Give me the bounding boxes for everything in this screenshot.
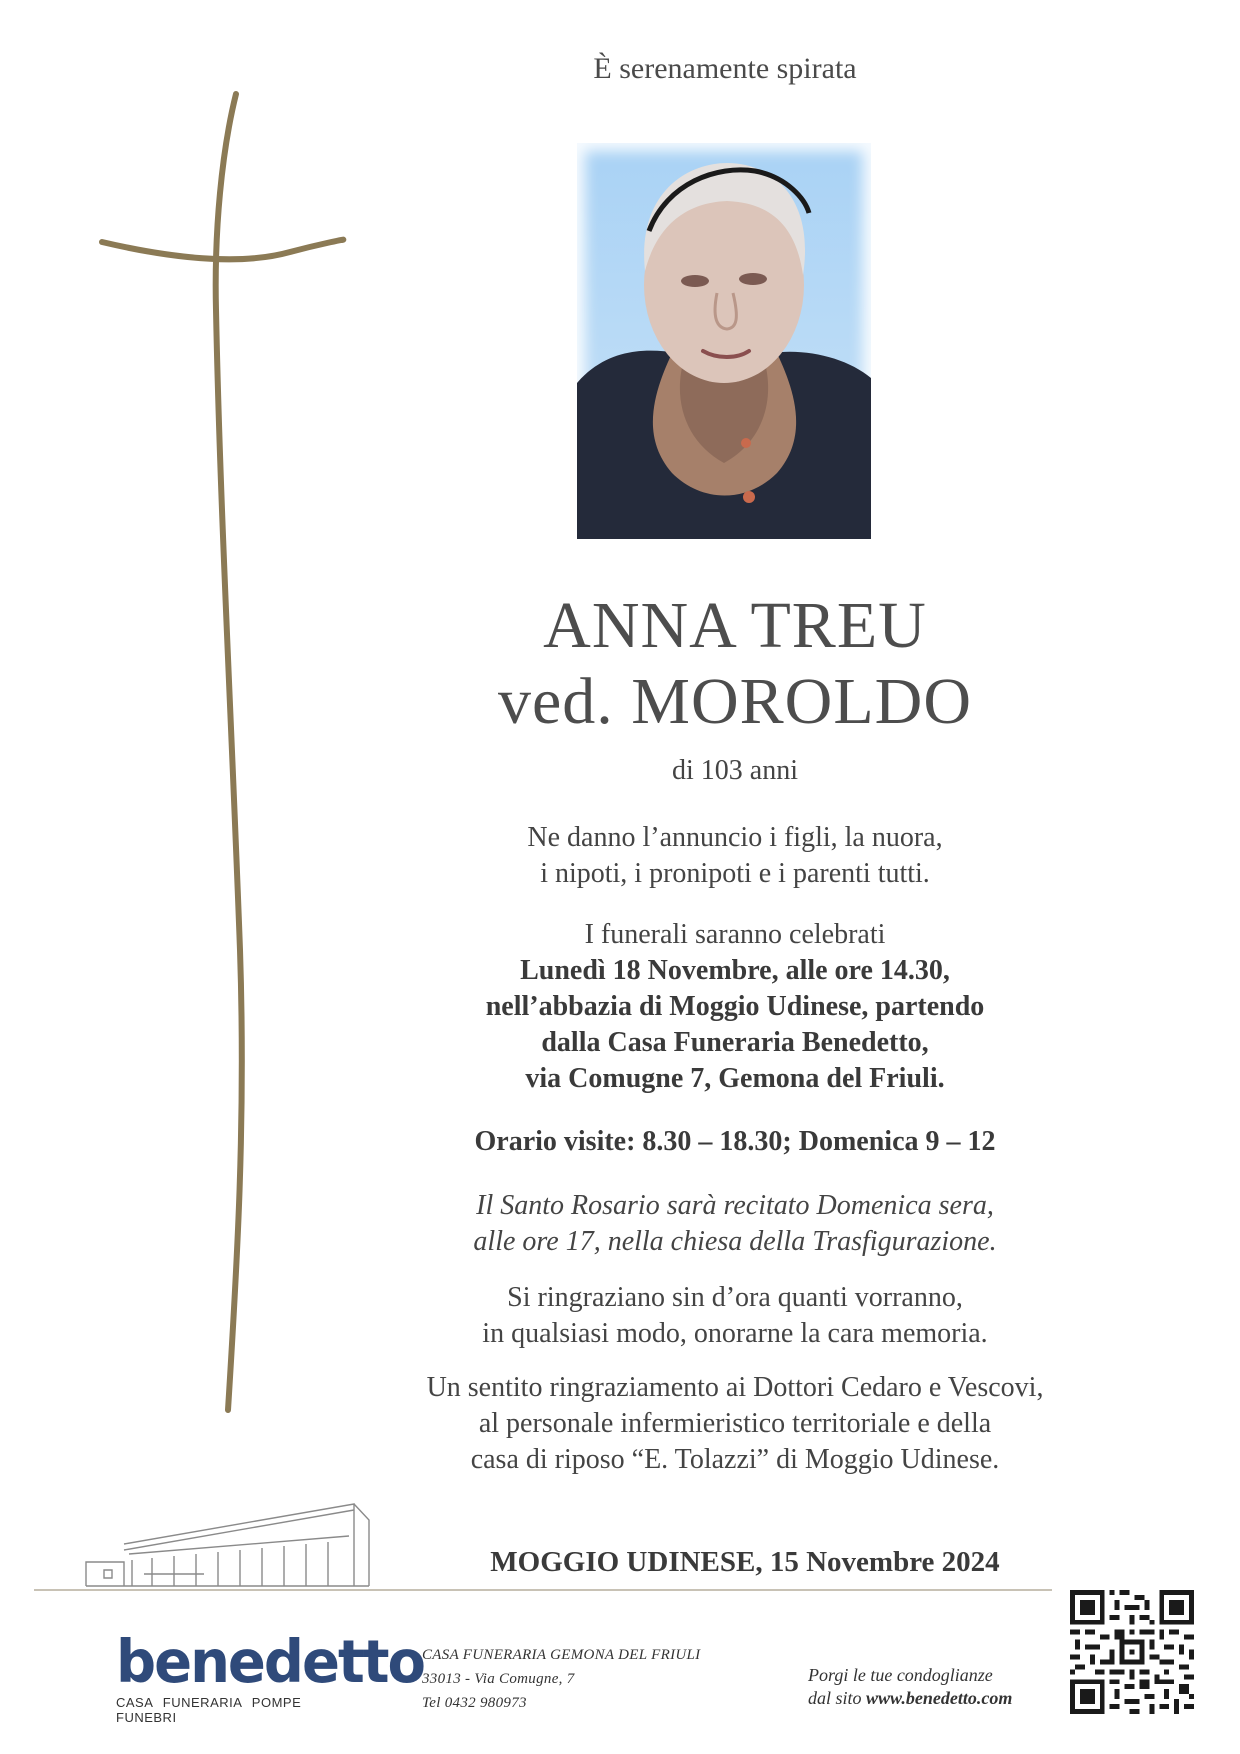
rosary-line: alle ore 17, nella chiesa della Trasfigurazione. (473, 1226, 997, 1257)
special-thanks-line: Un sentito ringraziamento ai Dottori Cedaro e Vescovi, (426, 1372, 1044, 1403)
qr-code-icon[interactable] (1070, 1590, 1194, 1714)
benedetto-logo (116, 1628, 424, 1725)
condolences-prefix: dal sito (808, 1688, 867, 1708)
thanks-paragraph (370, 1280, 1100, 1352)
funeral-paragraph (370, 917, 1100, 1097)
special-thanks-line: casa di riposo “E. Tolazzi” di Moggio Udinese. (470, 1444, 1000, 1475)
logo-subtitle: CASA FUNERARIA POMPE FUNEBRI (116, 1695, 302, 1725)
thanks-line: Si ringraziano sin d’ora quanti vorranno, (507, 1282, 963, 1313)
announcement-paragraph (370, 820, 1100, 892)
special-thanks-line: al personale infermieristico territoriale e della (478, 1408, 992, 1439)
rosary-paragraph (370, 1188, 1100, 1260)
portrait-photo (577, 143, 871, 539)
rosary-line: Il Santo Rosario sarà recitato Domenica sera, (476, 1190, 994, 1221)
deceased-name: ANNA TREU (543, 589, 927, 662)
condolences-note (808, 1664, 1012, 1710)
place-and-date: MOGGIO UDINESE, 15 Novembre 2024 (490, 1546, 1000, 1578)
funeral-home-address (422, 1643, 700, 1715)
funeral-detail-line: Lunedì 18 Novembre, alle ore 14.30, (520, 955, 950, 986)
deceased-married-name: ved. MOROLDO (498, 665, 972, 738)
footer-divider (34, 1589, 1052, 1591)
announcement-line: Ne danno l’annuncio i figli, la nuora, (527, 822, 943, 853)
funeral-intro: I funerali saranno celebrati (584, 919, 886, 950)
address-line: Tel 0432 980973 (422, 1695, 527, 1711)
intro-text: È serenamente spirata (593, 52, 857, 85)
visiting-hours: Orario visite: 8.30 – 18.30; Domenica 9 – 12 (474, 1126, 996, 1157)
special-thanks-paragraph (370, 1370, 1100, 1478)
website-link[interactable]: www.benedetto.com (866, 1688, 1013, 1708)
address-line: 33013 - Via Comugne, 7 (422, 1671, 575, 1687)
funeral-detail-line: dalla Casa Funeraria Benedetto, (541, 1027, 929, 1058)
portrait-illustration (577, 143, 871, 539)
funeral-detail-line: via Comugne 7, Gemona del Friuli. (525, 1063, 945, 1094)
announcement-line: i nipoti, i pronipoti e i parenti tutti. (540, 858, 930, 889)
address-line: CASA FUNERARIA GEMONA DEL FRIULI (422, 1647, 701, 1663)
condolences-line: Porgi le tue condoglianze (808, 1665, 993, 1685)
funeral-home-building-icon (84, 1474, 404, 1604)
age-text: di 103 anni (672, 755, 798, 786)
funeral-detail-line: nell’abbazia di Moggio Udinese, partendo (485, 991, 985, 1022)
thanks-line: in qualsiasi modo, onorarne la cara memoria. (482, 1318, 988, 1349)
logo-wordmark: benedetto (116, 1628, 424, 1697)
